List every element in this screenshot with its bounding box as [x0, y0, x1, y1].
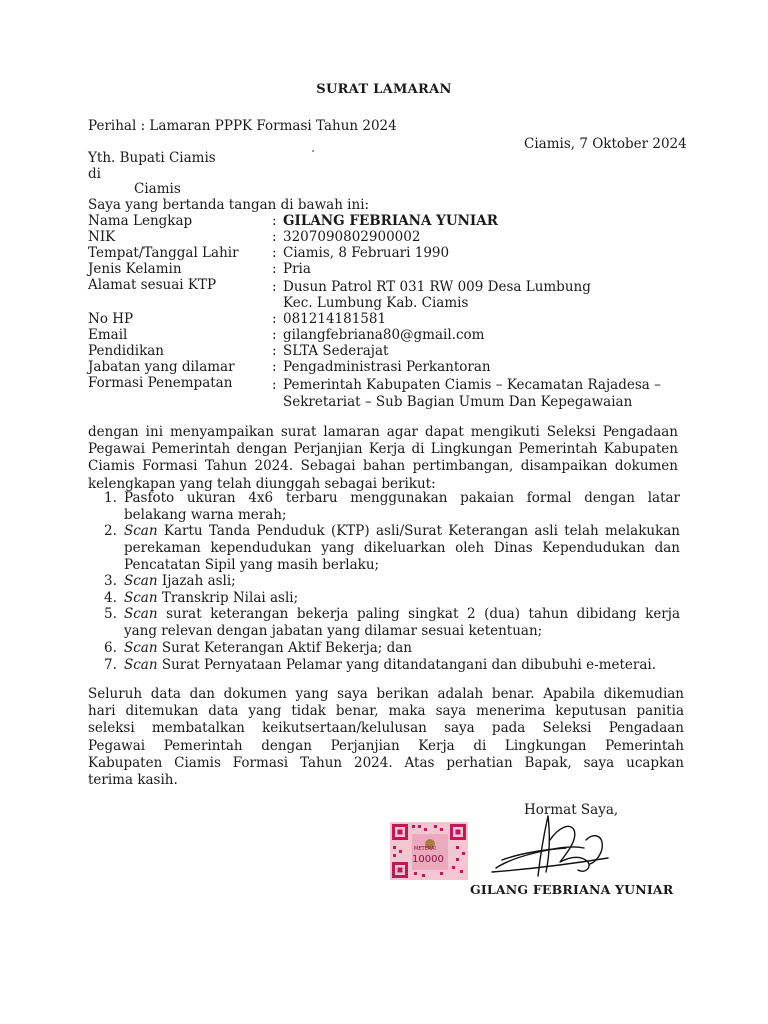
list-item-line	[124, 590, 680, 607]
list-item	[124, 490, 680, 524]
paragraph-line: seleksi membatalkan keikutsertaan/kelulusan saya pada Seleksi Pengadaan	[88, 720, 684, 737]
paragraph-line: Pegawai Pemerintah dengan Perjanjian Kerja di Lingkungan Pemerintah	[88, 737, 684, 754]
field-value-birth: Ciamis, 8 Februari 1990	[283, 245, 450, 261]
field-colon: :	[272, 311, 277, 327]
list-item-line	[124, 606, 680, 623]
paragraph-line: Seluruh data dan dokumen yang saya berikan adalah benar. Apabila dikemudian	[88, 686, 684, 702]
field-label-name: Nama Lengkap	[88, 213, 193, 229]
recipient-line-2: di	[88, 166, 101, 182]
field-colon: :	[272, 377, 277, 393]
intro-line: Saya yang bertanda tangan di bawah ini:	[88, 197, 370, 213]
paragraph-line: kelengkapan yang telah diunggah sebagai berikut:	[88, 475, 436, 492]
list-item-text: surat keterangan bekerja paling singkat 2 (dua) tahun dibidang kerja	[166, 606, 680, 622]
list-item-line	[124, 640, 680, 657]
meterai-value: 10000	[412, 854, 444, 865]
list-number: 4.	[104, 590, 117, 606]
paragraph-line: terima kasih.	[88, 772, 178, 789]
field-label-birth: Tempat/Tanggal Lahir	[88, 245, 239, 261]
paragraph-line: Kabupaten Ciamis Formasi Tahun 2024. Atas perhatian Bapak, saya ucapkan	[88, 754, 684, 771]
list-item	[124, 606, 680, 640]
body-paragraph	[88, 424, 678, 493]
recipient-line-1: Yth. Bupati Ciamis	[88, 150, 216, 166]
list-number: 1.	[104, 490, 117, 506]
list-item-line: Pencatatan Sipil yang masih berlaku;	[124, 557, 380, 573]
list-item-line: belakang warna merah;	[124, 507, 287, 523]
signer-name: GILANG FEBRIANA YUNIAR	[470, 882, 674, 897]
list-item-text: Transkrip Nilai asli;	[161, 590, 299, 606]
field-colon: :	[272, 359, 277, 375]
list-item-text: Surat Pernyataan Pelamar yang ditandatangani dan dibubuhi e-meterai.	[161, 657, 657, 673]
list-item-line: perekaman kependudukan yang dikeluarkan oleh Dinas Kependudukan dan	[124, 540, 680, 556]
list-item	[124, 573, 680, 590]
list-item-line	[124, 523, 680, 540]
field-label-email: Email	[88, 327, 128, 343]
field-label-phone: No HP	[88, 311, 134, 327]
sign-off: Hormat Saya,	[524, 802, 619, 818]
field-label-position: Jabatan yang dilamar	[88, 359, 235, 375]
paragraph-line: Pegawai Pemerintah dengan Perjanjian Kerja di Lingkungan Pemerintah Kabupaten	[88, 441, 678, 458]
paragraph-line: dengan ini menyampaikan surat lamaran agar dapat mengikuti Seleksi Pengadaan	[88, 424, 678, 440]
field-value-gender: Pria	[283, 261, 311, 277]
scan-speck	[312, 150, 314, 152]
field-value-placement: Pemerintah Kabupaten Ciamis – Kecamatan Rajadesa –	[283, 377, 661, 393]
list-item-text: Kartu Tanda Penduduk (KTP) asli/Surat Keterangan asli telah melakukan	[163, 523, 680, 539]
list-item-text: Ijazah asli;	[161, 573, 236, 589]
paragraph-line: Ciamis Formasi Tahun 2024. Sebagai bahan pertimbangan, disampaikan dokumen	[88, 458, 678, 475]
field-value-address-2: Kec. Lumbung Kab. Ciamis	[283, 295, 469, 311]
field-colon: :	[272, 245, 277, 261]
list-item	[124, 640, 680, 657]
scan-word: Scan	[124, 640, 158, 656]
handwritten-signature	[488, 810, 618, 890]
list-number: 5.	[104, 606, 117, 622]
list-item	[124, 590, 680, 607]
list-number: 7.	[104, 657, 117, 673]
list-item-line	[124, 657, 680, 674]
list-number: 2.	[104, 523, 117, 539]
field-value-email: gilangfebriana80@gmail.com	[283, 327, 485, 343]
field-label-education: Pendidikan	[88, 343, 165, 359]
field-colon: :	[272, 213, 277, 229]
field-colon: :	[272, 343, 277, 359]
scan-word: Scan	[124, 573, 158, 589]
field-value-phone: 081214181581	[283, 311, 387, 327]
field-colon: :	[272, 279, 277, 295]
list-number: 6.	[104, 640, 117, 656]
scan-word: Scan	[124, 523, 158, 539]
letter-title: SURAT LAMARAN	[316, 82, 452, 97]
field-value-address: Dusun Patrol RT 031 RW 009 Desa Lumbung	[283, 279, 591, 295]
place-date: Ciamis, 7 Oktober 2024	[524, 136, 687, 152]
field-colon: :	[272, 261, 277, 277]
list-item-line	[124, 573, 680, 590]
field-label-nik: NIK	[88, 229, 116, 245]
field-label-address: Alamat sesuai KTP	[88, 277, 217, 293]
field-value-placement-2: Sekretariat – Sub Bagian Umum Dan Kepegawaian	[283, 394, 633, 410]
field-value-position: Pengadministrasi Perkantoran	[283, 359, 491, 375]
list-item	[124, 523, 680, 574]
field-value-nik: 3207090802900002	[283, 229, 421, 245]
closing-paragraph	[88, 686, 684, 789]
scan-word: Scan	[124, 606, 158, 622]
list-item	[124, 657, 680, 674]
list-number: 3.	[104, 573, 117, 589]
scan-word: Scan	[124, 590, 158, 606]
recipient-line-3: Ciamis	[134, 181, 181, 197]
field-value-name: GILANG FEBRIANA YUNIAR	[283, 213, 498, 229]
field-colon: :	[272, 229, 277, 245]
scan-word: Scan	[124, 657, 158, 673]
field-label-gender: Jenis Kelamin	[88, 261, 182, 277]
field-value-education: SLTA Sederajat	[283, 343, 389, 359]
list-item-line: yang relevan dengan jabatan yang dilamar sesuai ketentuan;	[124, 623, 543, 639]
subject-line: Perihal : Lamaran PPPK Formasi Tahun 2024	[88, 118, 397, 134]
meterai-label: METERAI	[414, 846, 436, 852]
list-item-text: Surat Keterangan Aktif Bekerja; dan	[161, 640, 412, 656]
paragraph-line: hari ditemukan data yang tidak benar, maka saya menerima keputusan panitia	[88, 703, 684, 720]
list-item-line: Pasfoto ukuran 4x6 terbaru menggunakan pakaian formal dengan latar	[124, 490, 680, 506]
field-colon: :	[272, 327, 277, 343]
field-label-placement: Formasi Penempatan	[88, 375, 233, 391]
